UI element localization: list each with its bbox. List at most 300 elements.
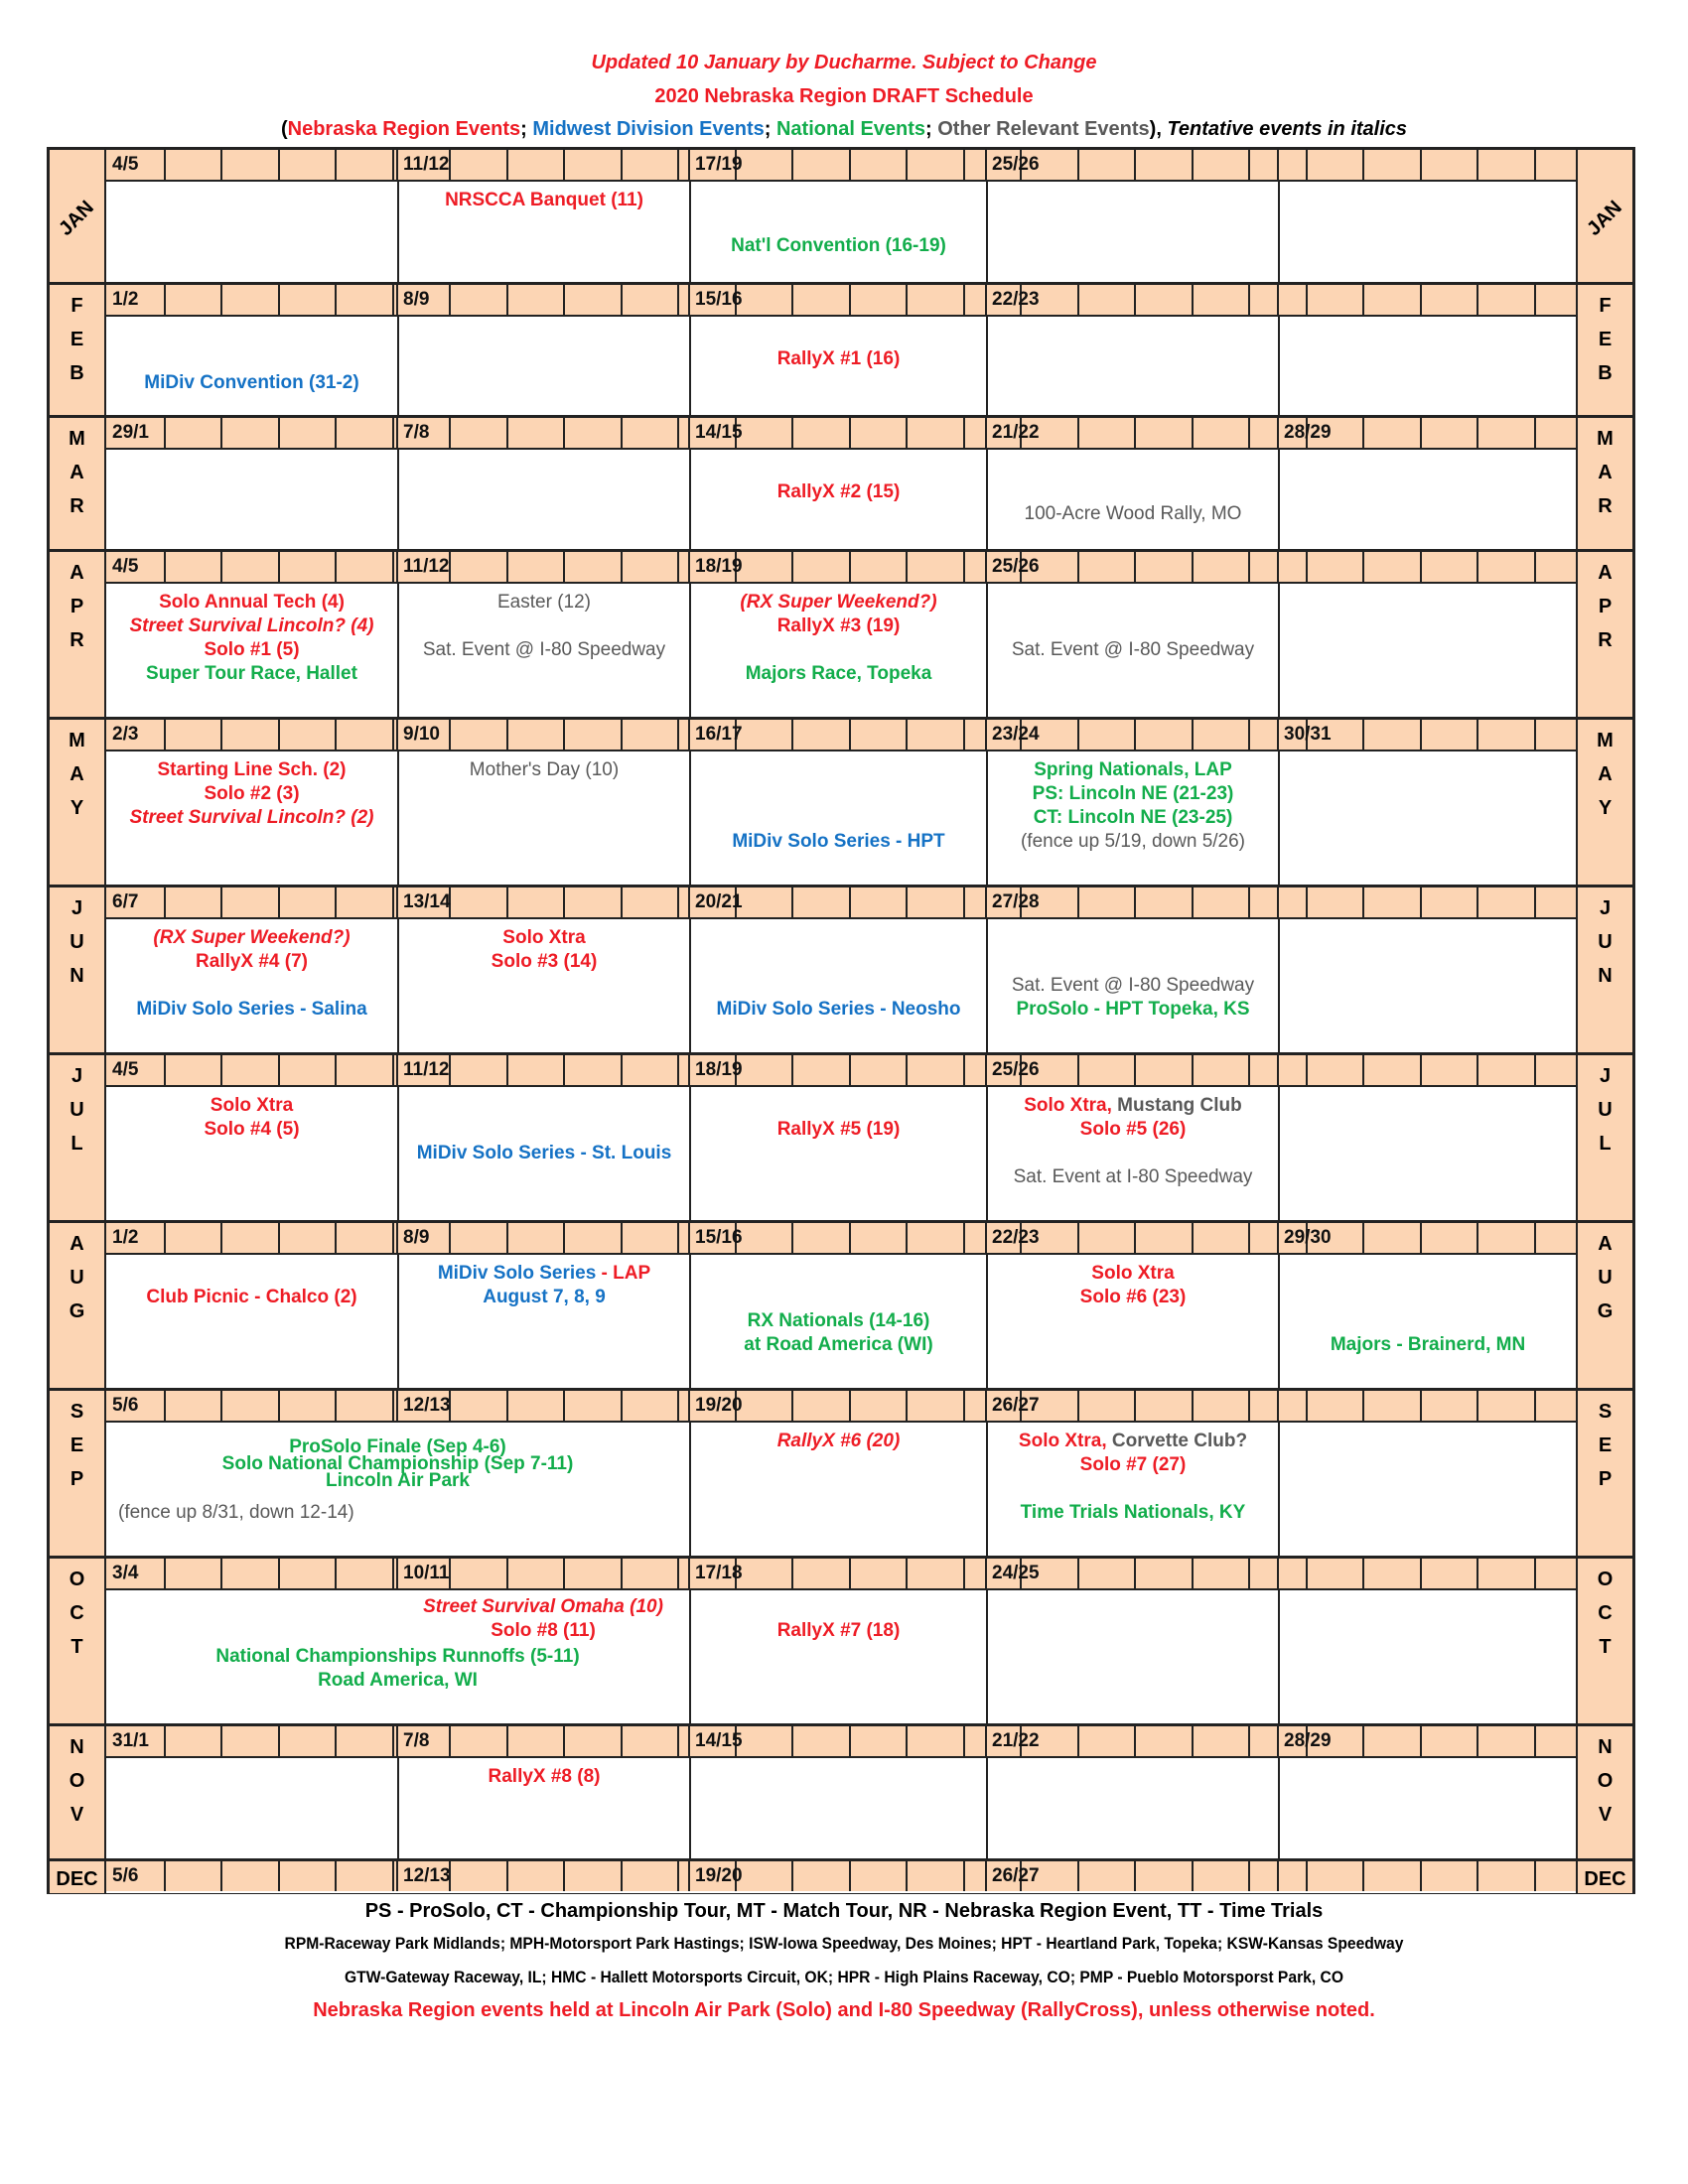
date-tick [449, 1559, 506, 1588]
date-tick [621, 720, 678, 750]
month-letter: C [70, 1602, 84, 1624]
date-tick [849, 552, 907, 582]
date-tick [506, 1861, 564, 1891]
month-letter: V [70, 1804, 84, 1826]
date-tick [849, 418, 907, 448]
week-date: 4/5 [112, 154, 139, 175]
week-cell [106, 182, 397, 282]
event-entry [691, 235, 986, 257]
date-tick [906, 1223, 963, 1253]
date-bar [106, 1391, 1576, 1423]
week-cell [397, 1758, 689, 1858]
week-date: 17/19 [695, 154, 743, 175]
date-tick [1362, 1055, 1420, 1085]
week-cell [986, 1590, 1278, 1723]
week-date: 31/1 [112, 1730, 149, 1751]
event-entry [988, 639, 1278, 661]
date-tick [1534, 1223, 1592, 1253]
date-tick [735, 418, 792, 448]
week-cell [986, 1758, 1278, 1858]
date-tick [220, 418, 278, 448]
date-tick [278, 1726, 336, 1756]
date-tick [1306, 150, 1363, 180]
event-text: MiDiv Solo Series - HPT [732, 831, 945, 852]
date-tick [1306, 1391, 1363, 1421]
week-separator [1277, 285, 1279, 315]
date-tick [1534, 150, 1592, 180]
date-tick [621, 552, 678, 582]
month-letter: P [1598, 1468, 1613, 1490]
footer-abbreviations: PS - ProSolo, CT - Championship Tour, MT - Match Tour, NR - Nebraska Region Event, TT - Time Trials [364, 1900, 1324, 1922]
month-letter: A [70, 763, 84, 785]
week-separator [985, 1559, 987, 1588]
month-code: JAN [1583, 196, 1627, 240]
legend-midwest: Midwest Division Events [532, 118, 765, 140]
month-letter: M [1597, 428, 1614, 450]
week-cell [986, 919, 1278, 1052]
date-tick [335, 1861, 392, 1891]
date-tick [335, 1223, 392, 1253]
event-text: (RX Super Weekend?) [153, 927, 351, 948]
date-tick [1306, 1559, 1363, 1588]
date-tick [164, 1055, 221, 1085]
week-date: 21/22 [992, 422, 1040, 443]
event-entry [988, 1431, 1278, 1452]
legend-sep: ; [925, 118, 938, 140]
date-tick [735, 552, 792, 582]
date-tick [563, 1861, 621, 1891]
event-entry [106, 1646, 689, 1668]
event-text: RallyX #5 (19) [776, 1119, 901, 1140]
legend-open: ( [280, 118, 288, 140]
week-date: 25/26 [992, 556, 1040, 577]
week-separator [396, 150, 398, 180]
week-date: 9/10 [403, 724, 440, 745]
month-letter: P [70, 1468, 84, 1490]
date-tick [1362, 1726, 1420, 1756]
week-separator [1277, 1391, 1279, 1421]
date-tick [506, 720, 564, 750]
event-entry [106, 1470, 689, 1492]
date-tick [1134, 285, 1192, 315]
event-entry [397, 1620, 689, 1642]
week-cell [689, 751, 986, 885]
week-separator [396, 720, 398, 750]
date-tick [1134, 1726, 1192, 1756]
legend-other: Other Relevant Events [937, 118, 1150, 140]
date-tick [335, 720, 392, 750]
month-letter: U [70, 931, 84, 953]
month-letter: E [70, 329, 84, 350]
event-entry [399, 951, 689, 973]
month-letter: S [1598, 1401, 1613, 1423]
event-entry [399, 1287, 689, 1308]
event-entry [691, 663, 986, 685]
week-separator [688, 150, 690, 180]
event-text: RallyX #2 (15) [776, 481, 901, 502]
week-date: 13/14 [403, 891, 451, 912]
week-separator [1277, 1223, 1279, 1253]
week-cell [1278, 450, 1576, 549]
date-tick [506, 285, 564, 315]
week-separator [396, 552, 398, 582]
date-tick [1420, 1223, 1477, 1253]
date-tick [849, 1559, 907, 1588]
month-letter: A [1598, 1233, 1613, 1255]
date-tick [1134, 1861, 1192, 1891]
week-cell [397, 584, 689, 717]
event-entry [399, 927, 689, 949]
month-letter: L [70, 1133, 83, 1155]
date-tick [1534, 720, 1592, 750]
date-tick [1192, 1055, 1249, 1085]
event-entry [691, 481, 986, 503]
week-separator [985, 418, 987, 448]
date-tick [164, 1559, 221, 1588]
date-tick [278, 285, 336, 315]
date-tick [164, 887, 221, 917]
week-date: 18/19 [695, 556, 743, 577]
date-tick [906, 552, 963, 582]
date-tick [1477, 1559, 1534, 1588]
date-tick [1306, 285, 1363, 315]
event-entry [397, 1596, 689, 1618]
date-tick [1192, 1559, 1249, 1588]
date-tick [1362, 1391, 1420, 1421]
event-text: August 7, 8, 9 [483, 1287, 606, 1307]
week-separator [985, 1391, 987, 1421]
week-cell [689, 1758, 986, 1858]
week-separator [985, 552, 987, 582]
event-text: Easter (12) [497, 592, 591, 613]
week-cell [1278, 919, 1576, 1052]
date-tick [1362, 285, 1420, 315]
event-text: RallyX #6 (20) [776, 1431, 901, 1451]
date-tick [735, 1223, 792, 1253]
week-separator [1277, 720, 1279, 750]
week-cell [106, 919, 397, 1052]
date-tick [563, 1726, 621, 1756]
week-separator [688, 285, 690, 315]
date-tick [1077, 150, 1135, 180]
week-cell [106, 317, 397, 415]
week-cell [397, 1087, 689, 1220]
month-letter: T [70, 1636, 83, 1658]
date-tick [1420, 150, 1477, 180]
date-tick [791, 1726, 849, 1756]
month-letter: M [69, 730, 85, 751]
week-cell [689, 317, 986, 415]
date-tick [335, 552, 392, 582]
week-separator [985, 1055, 987, 1085]
event-text: Solo #8 (11) [491, 1620, 596, 1641]
event-entry [988, 1287, 1278, 1308]
date-tick [1477, 1726, 1534, 1756]
event-entry [106, 663, 397, 685]
week-cell [689, 1423, 986, 1556]
event-entry [691, 615, 986, 637]
week-date: 7/8 [403, 1730, 430, 1751]
month-letter: R [70, 495, 84, 517]
date-tick [1134, 1559, 1192, 1588]
month-letter: Y [1598, 797, 1613, 819]
week-date: 14/15 [695, 422, 743, 443]
month-letter: F [1599, 295, 1612, 317]
event-text: Solo Xtra, [1024, 1095, 1112, 1116]
date-tick [906, 1726, 963, 1756]
event-text: Solo #7 (27) [1079, 1454, 1187, 1475]
week-separator [1277, 1861, 1279, 1891]
week-date: 22/23 [992, 1227, 1040, 1248]
date-tick [1134, 720, 1192, 750]
month-letter: U [70, 1267, 84, 1289]
month-letter: M [1597, 730, 1614, 751]
date-tick [278, 1861, 336, 1891]
date-tick [449, 1223, 506, 1253]
date-tick [849, 150, 907, 180]
week-date: 12/13 [403, 1865, 451, 1886]
month-row-nov [50, 1726, 1632, 1861]
date-tick [849, 887, 907, 917]
event-entry [106, 615, 397, 637]
week-date: 25/26 [992, 154, 1040, 175]
month-label-left [50, 1861, 106, 1893]
month-row-aug [50, 1223, 1632, 1391]
event-entry [691, 999, 986, 1021]
date-tick [563, 1223, 621, 1253]
date-tick [1477, 720, 1534, 750]
date-tick [1134, 1223, 1192, 1253]
event-text: 100-Acre Wood Rally, MO [1024, 503, 1242, 524]
date-tick [849, 1223, 907, 1253]
date-tick [1077, 418, 1135, 448]
date-tick [164, 1391, 221, 1421]
date-tick [449, 552, 506, 582]
date-tick [449, 887, 506, 917]
date-tick [1534, 1861, 1592, 1891]
legend-tentative: Tentative events in italics [1167, 118, 1408, 140]
week-date: 11/12 [403, 556, 450, 577]
date-tick [278, 1559, 336, 1588]
month-row-apr [50, 552, 1632, 720]
week-cell [1278, 1423, 1576, 1556]
event-entry [691, 1431, 986, 1452]
event-text: Solo #5 (26) [1079, 1119, 1187, 1140]
week-cell [689, 1590, 986, 1723]
month-letter: O [1597, 1569, 1614, 1590]
date-tick [791, 1861, 849, 1891]
event-text: Majors - Brainerd, MN [1330, 1334, 1526, 1355]
event-entry [988, 1119, 1278, 1141]
date-tick [563, 887, 621, 917]
event-text: at Road America (WI) [744, 1334, 933, 1355]
date-tick [735, 285, 792, 315]
month-letter: G [69, 1300, 85, 1322]
month-label-left [50, 1391, 106, 1556]
week-separator [985, 887, 987, 917]
week-separator [688, 1223, 690, 1253]
week-cell [986, 751, 1278, 885]
event-text: RallyX #1 (16) [776, 348, 901, 369]
date-tick [278, 1055, 336, 1085]
week-date: 19/20 [695, 1865, 743, 1886]
date-tick [335, 887, 392, 917]
date-tick [1362, 418, 1420, 448]
event-entry [691, 831, 986, 853]
date-tick [278, 150, 336, 180]
event-text: Street Survival Lincoln? (2) [129, 807, 374, 828]
date-tick [220, 1559, 278, 1588]
week-separator [1277, 1726, 1279, 1756]
event-entry [988, 759, 1278, 781]
month-letter: A [1598, 763, 1613, 785]
date-tick [1420, 1861, 1477, 1891]
week-date: 17/18 [695, 1563, 743, 1583]
month-label-left [50, 150, 106, 282]
color-legend [0, 118, 1688, 141]
event-text: Street Survival Lincoln? (4) [129, 615, 374, 636]
week-cell [106, 1423, 689, 1556]
event-text: RallyX #8 (8) [488, 1766, 601, 1787]
event-entry [691, 592, 986, 614]
week-date: 21/22 [992, 1730, 1040, 1751]
event-text: Solo Annual Tech (4) [159, 592, 345, 613]
month-letter: N [70, 965, 84, 987]
date-tick [906, 720, 963, 750]
date-tick [220, 1861, 278, 1891]
week-date: 14/15 [695, 1730, 743, 1751]
month-code: DEC [56, 1868, 98, 1890]
footer-venues-1: RPM-Raceway Park Midlands; MPH-Motorsport Park Hastings; ISW-Iowa Speedway, Des Moines; HPT - Heartland Park, Topeka; KSW-Kansas Speedway [284, 1934, 1404, 1953]
event-entry [988, 1095, 1278, 1117]
event-text: Solo Xtra [502, 927, 586, 948]
event-entry [106, 372, 397, 394]
event-entry [988, 783, 1278, 805]
date-tick [791, 150, 849, 180]
week-date: 20/21 [695, 891, 743, 912]
month-code: JAN [55, 196, 99, 240]
week-date: 26/27 [992, 1865, 1040, 1886]
date-tick [621, 1223, 678, 1253]
week-separator [688, 1391, 690, 1421]
date-tick [1192, 1726, 1249, 1756]
month-letter: B [70, 362, 84, 384]
event-entry [106, 592, 397, 614]
event-entry [691, 1334, 986, 1356]
event-text: Club Picnic - Chalco (2) [146, 1287, 357, 1307]
date-tick [1077, 1055, 1135, 1085]
event-entry [399, 592, 689, 614]
date-tick [1077, 720, 1135, 750]
event-text: RallyX #3 (19) [776, 615, 901, 636]
date-tick [1134, 887, 1192, 917]
event-entry [399, 639, 689, 661]
week-date: 24/25 [992, 1563, 1040, 1583]
date-tick [791, 720, 849, 750]
week-date: 11/12 [403, 1059, 450, 1080]
week-separator [688, 552, 690, 582]
week-date: 28/29 [1284, 422, 1332, 443]
week-date: 19/20 [695, 1395, 743, 1416]
legend-nebraska: Nebraska Region Events [287, 118, 521, 140]
month-letter: U [1598, 1267, 1613, 1289]
week-separator [396, 1055, 398, 1085]
month-label-left [50, 1055, 106, 1220]
legend-close: ), [1149, 118, 1168, 140]
date-tick [1477, 1055, 1534, 1085]
date-tick [1420, 720, 1477, 750]
date-tick [449, 1055, 506, 1085]
date-tick [164, 1861, 221, 1891]
month-letter: N [1598, 965, 1613, 987]
date-tick [1477, 1391, 1534, 1421]
event-text-suffix: Corvette Club? [1106, 1431, 1248, 1451]
event-entry [106, 999, 397, 1021]
month-label-left [50, 418, 106, 549]
event-entry [691, 1310, 986, 1332]
month-row-dec [50, 1861, 1632, 1893]
date-tick [335, 1055, 392, 1085]
week-cell [106, 1255, 397, 1388]
date-tick [506, 1223, 564, 1253]
week-cell [106, 1087, 397, 1220]
date-tick [1192, 887, 1249, 917]
date-tick [1077, 1726, 1135, 1756]
week-separator [396, 887, 398, 917]
week-cell [397, 450, 689, 549]
month-letter: T [1599, 1636, 1612, 1658]
month-letter: A [70, 1233, 84, 1255]
event-entry [106, 1095, 397, 1117]
date-tick [1192, 285, 1249, 315]
date-tick [621, 1055, 678, 1085]
week-separator [396, 285, 398, 315]
event-text: RX Nationals (14-16) [747, 1310, 930, 1331]
page-title: 2020 Nebraska Region DRAFT Schedule [654, 85, 1034, 107]
date-tick [1362, 1559, 1420, 1588]
date-tick [1306, 1055, 1363, 1085]
date-tick [164, 1223, 221, 1253]
date-tick [735, 150, 792, 180]
date-tick [1420, 1726, 1477, 1756]
week-cell [986, 1255, 1278, 1388]
event-entry [988, 1166, 1278, 1188]
date-tick [791, 887, 849, 917]
month-letter: V [1598, 1804, 1613, 1826]
month-letter: Y [70, 797, 84, 819]
month-letter: C [1598, 1602, 1613, 1624]
week-cell [689, 182, 986, 282]
event-text: ProSolo Finale (Sep 4-6) [289, 1436, 506, 1457]
event-entry [988, 831, 1278, 853]
date-tick [849, 1861, 907, 1891]
week-date: 15/16 [695, 1227, 743, 1248]
date-tick [563, 1055, 621, 1085]
event-entry [1280, 1334, 1576, 1356]
week-date: 29/1 [112, 422, 149, 443]
week-separator [396, 1223, 398, 1253]
date-tick [506, 150, 564, 180]
date-tick [1420, 1559, 1477, 1588]
date-tick [220, 552, 278, 582]
event-text: Sat. Event @ I-80 Speedway [422, 639, 666, 660]
date-tick [1477, 887, 1534, 917]
event-text: Lincoln Air Park [326, 1470, 470, 1491]
date-tick [906, 1559, 963, 1588]
month-code: DEC [1584, 1868, 1626, 1890]
event-entry [988, 975, 1278, 997]
event-entry [988, 1454, 1278, 1476]
